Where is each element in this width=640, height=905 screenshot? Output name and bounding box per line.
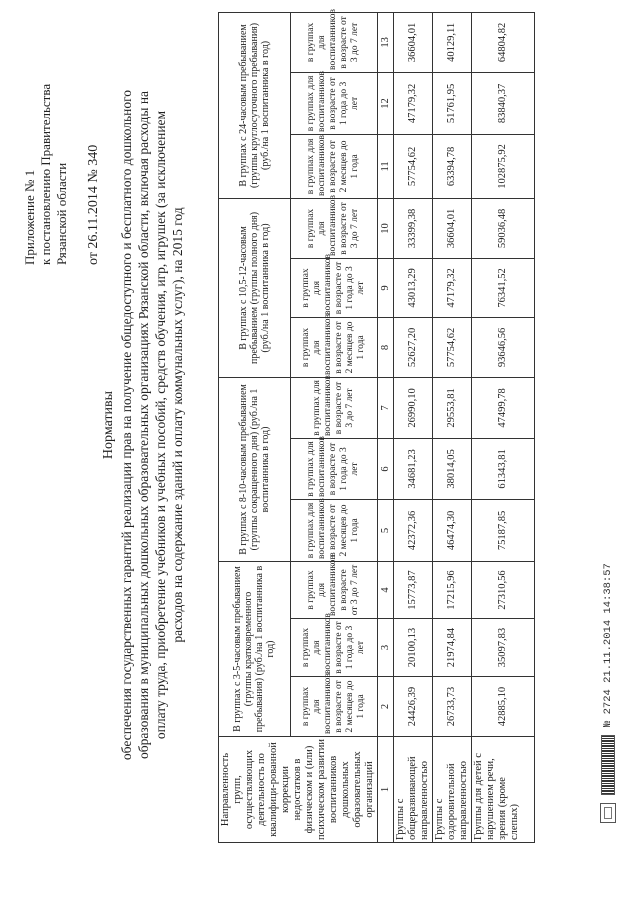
column-number: 7 bbox=[378, 377, 394, 438]
age-header-toddler: в группах для воспитанников в возрасте от 1 года до 3 лет bbox=[290, 619, 377, 677]
age-header-infant: в группах для воспитанников в возрасте от 2 месяцев до 1 года bbox=[290, 499, 377, 561]
document-footer bbox=[600, 563, 616, 823]
appendix-number: Приложение № 1 bbox=[22, 169, 37, 265]
age-header-preschool: в группах для воспитанников в возрасте от 3 до 7 лет bbox=[290, 377, 377, 438]
direction-column-header: Направленность групп, осуществляющих деятельность по квалифици-рованной коррекции недостатков в физическом и (или) психическом развитии воспитанников дошкольных образовательных организаций bbox=[219, 737, 378, 843]
table-cell: 57754,62 bbox=[433, 317, 472, 377]
table-cell: 33399,38 bbox=[394, 198, 433, 258]
age-header-infant: в группах для воспитанников в возрасте от 2 месяцев до 1 года bbox=[290, 134, 377, 198]
table-cell: 20100,13 bbox=[394, 619, 433, 677]
table-cell: 61343,81 bbox=[472, 438, 535, 499]
table-cell: 42885,10 bbox=[472, 677, 535, 737]
column-number: 12 bbox=[378, 72, 394, 134]
column-number-row bbox=[378, 12, 394, 842]
table-cell: 35097,83 bbox=[472, 619, 535, 677]
table-cell: 63394,78 bbox=[433, 134, 472, 198]
table-cell: 17215,96 bbox=[433, 561, 472, 618]
column-number: 1 bbox=[378, 737, 394, 843]
table-cell: 38014,05 bbox=[433, 438, 472, 499]
age-header-toddler: в группах для воспитанников в возрасте от 1 года до 3 лет bbox=[290, 258, 377, 317]
table-cell: 47179,32 bbox=[394, 72, 433, 134]
group-header-full-day: В группах с 10,5-12-часовым пребыванием (группы полного дня) (руб./на 1 воспитанника в год) bbox=[219, 198, 291, 377]
appendix-date: от 26.11.2014 № 340 bbox=[86, 144, 101, 265]
table-cell: 15773,87 bbox=[394, 561, 433, 618]
title-line: оплату труда, приобретение учебников и учебных пособий, средств обучения, игр, игрушек (за исключением bbox=[153, 110, 168, 740]
age-header-preschool: в группах для воспитанников в возрасте от 3 до 7 лет bbox=[290, 198, 377, 258]
stamp-icon bbox=[600, 803, 616, 823]
row-label: Группы для детей с нарушением речи, зрения (кроме слепых) bbox=[472, 737, 535, 843]
column-number: 10 bbox=[378, 198, 394, 258]
barcode-icon bbox=[601, 735, 615, 795]
table-row bbox=[472, 12, 535, 842]
table-cell: 21974,84 bbox=[433, 619, 472, 677]
table-cell: 93646,56 bbox=[472, 317, 535, 377]
column-number: 2 bbox=[378, 677, 394, 737]
column-number: 5 bbox=[378, 499, 394, 561]
table-cell: 24426,39 bbox=[394, 677, 433, 737]
table-cell: 40129,11 bbox=[433, 12, 472, 72]
appendix-region-line: Рязанской области bbox=[54, 162, 69, 265]
appendix-header bbox=[22, 35, 102, 265]
age-header-toddler: в группах для воспитанников в возрасте от 1 года до 3 лет bbox=[290, 438, 377, 499]
table-cell: 46474,30 bbox=[433, 499, 472, 561]
table-cell: 29553,81 bbox=[433, 377, 472, 438]
age-header-preschool: в группах для воспитанников в возрасте от 3 до 7 лет bbox=[290, 12, 377, 72]
norms-table bbox=[218, 9, 535, 843]
age-header-infant: в группах для воспитанников в возрасте от 2 месяцев до 1 года bbox=[290, 677, 377, 737]
table-row bbox=[394, 12, 433, 842]
table-cell: 57754,62 bbox=[394, 134, 433, 198]
table-row bbox=[433, 12, 472, 842]
column-number: 11 bbox=[378, 134, 394, 198]
column-number: 3 bbox=[378, 619, 394, 677]
table-cell: 75187,85 bbox=[472, 499, 535, 561]
column-number: 4 bbox=[378, 561, 394, 618]
table-cell: 52627,20 bbox=[394, 317, 433, 377]
table-cell: 83840,37 bbox=[472, 72, 535, 134]
group-header-round-the-clock: В группах с 24-часовым пребыванием (группы круглосуточного пребывания) (руб./на 1 воспитанника в год) bbox=[219, 12, 291, 198]
table-cell: 26990,10 bbox=[394, 377, 433, 438]
document-title bbox=[100, 75, 186, 775]
row-label: Группы с оздоровительной направленностью bbox=[433, 737, 472, 843]
table-cell: 36604,01 bbox=[433, 198, 472, 258]
column-number: 13 bbox=[378, 12, 394, 72]
group-header-reduced-day: В группах с 8-10-часовым пребыванием (группы сокращенного дня) (руб./на 1 воспитанника в год) bbox=[219, 377, 291, 561]
title-line: обеспечения государственных гарантий реализации прав на получение общедоступного и бесплатного дошкольного bbox=[119, 89, 134, 761]
table-cell: 36604,01 bbox=[394, 12, 433, 72]
column-number: 8 bbox=[378, 317, 394, 377]
table-cell: 26733,73 bbox=[433, 677, 472, 737]
age-header-infant: в группах для воспитанников в возрасте от 2 месяцев до 1 года bbox=[290, 317, 377, 377]
group-header-short-stay: В группах с 3-5-часовым пребыванием (группы кратковременного пребывания) (руб./на 1 воспитанника в год) bbox=[219, 561, 291, 736]
table-cell: 64804,82 bbox=[472, 12, 535, 72]
age-header-toddler: в группах для воспитанников в возрасте от 1 года до 3 лет bbox=[290, 72, 377, 134]
title-heading: Нормативы bbox=[101, 390, 116, 460]
title-line: образования в муниципальных дошкольных образовательных организациях Рязанской области, включая расходы на bbox=[136, 90, 151, 760]
table-cell: 76341,52 bbox=[472, 258, 535, 317]
row-label: Группы с общеразвивающей направленностью bbox=[394, 737, 433, 843]
column-number: 6 bbox=[378, 438, 394, 499]
table-cell: 59036,48 bbox=[472, 198, 535, 258]
table-cell: 102875,92 bbox=[472, 134, 535, 198]
table-cell: 51761,95 bbox=[433, 72, 472, 134]
column-number: 9 bbox=[378, 258, 394, 317]
age-header-preschool: в группах для воспитанников в возрасте от 3 до 7 лет bbox=[290, 561, 377, 618]
registration-code: № 2724 21.11.2014 14:38:57 bbox=[602, 563, 614, 727]
table-cell: 34681,23 bbox=[394, 438, 433, 499]
table-cell: 47499,78 bbox=[472, 377, 535, 438]
table-cell: 42372,36 bbox=[394, 499, 433, 561]
appendix-resolution-line: к постановлению Правительства bbox=[38, 83, 53, 265]
title-line: расходов на содержание зданий и оплату коммунальных услуг), на 2015 год bbox=[170, 207, 185, 643]
table-cell: 47179,32 bbox=[433, 258, 472, 317]
table-cell: 43013,29 bbox=[394, 258, 433, 317]
table-cell: 27310,56 bbox=[472, 561, 535, 618]
